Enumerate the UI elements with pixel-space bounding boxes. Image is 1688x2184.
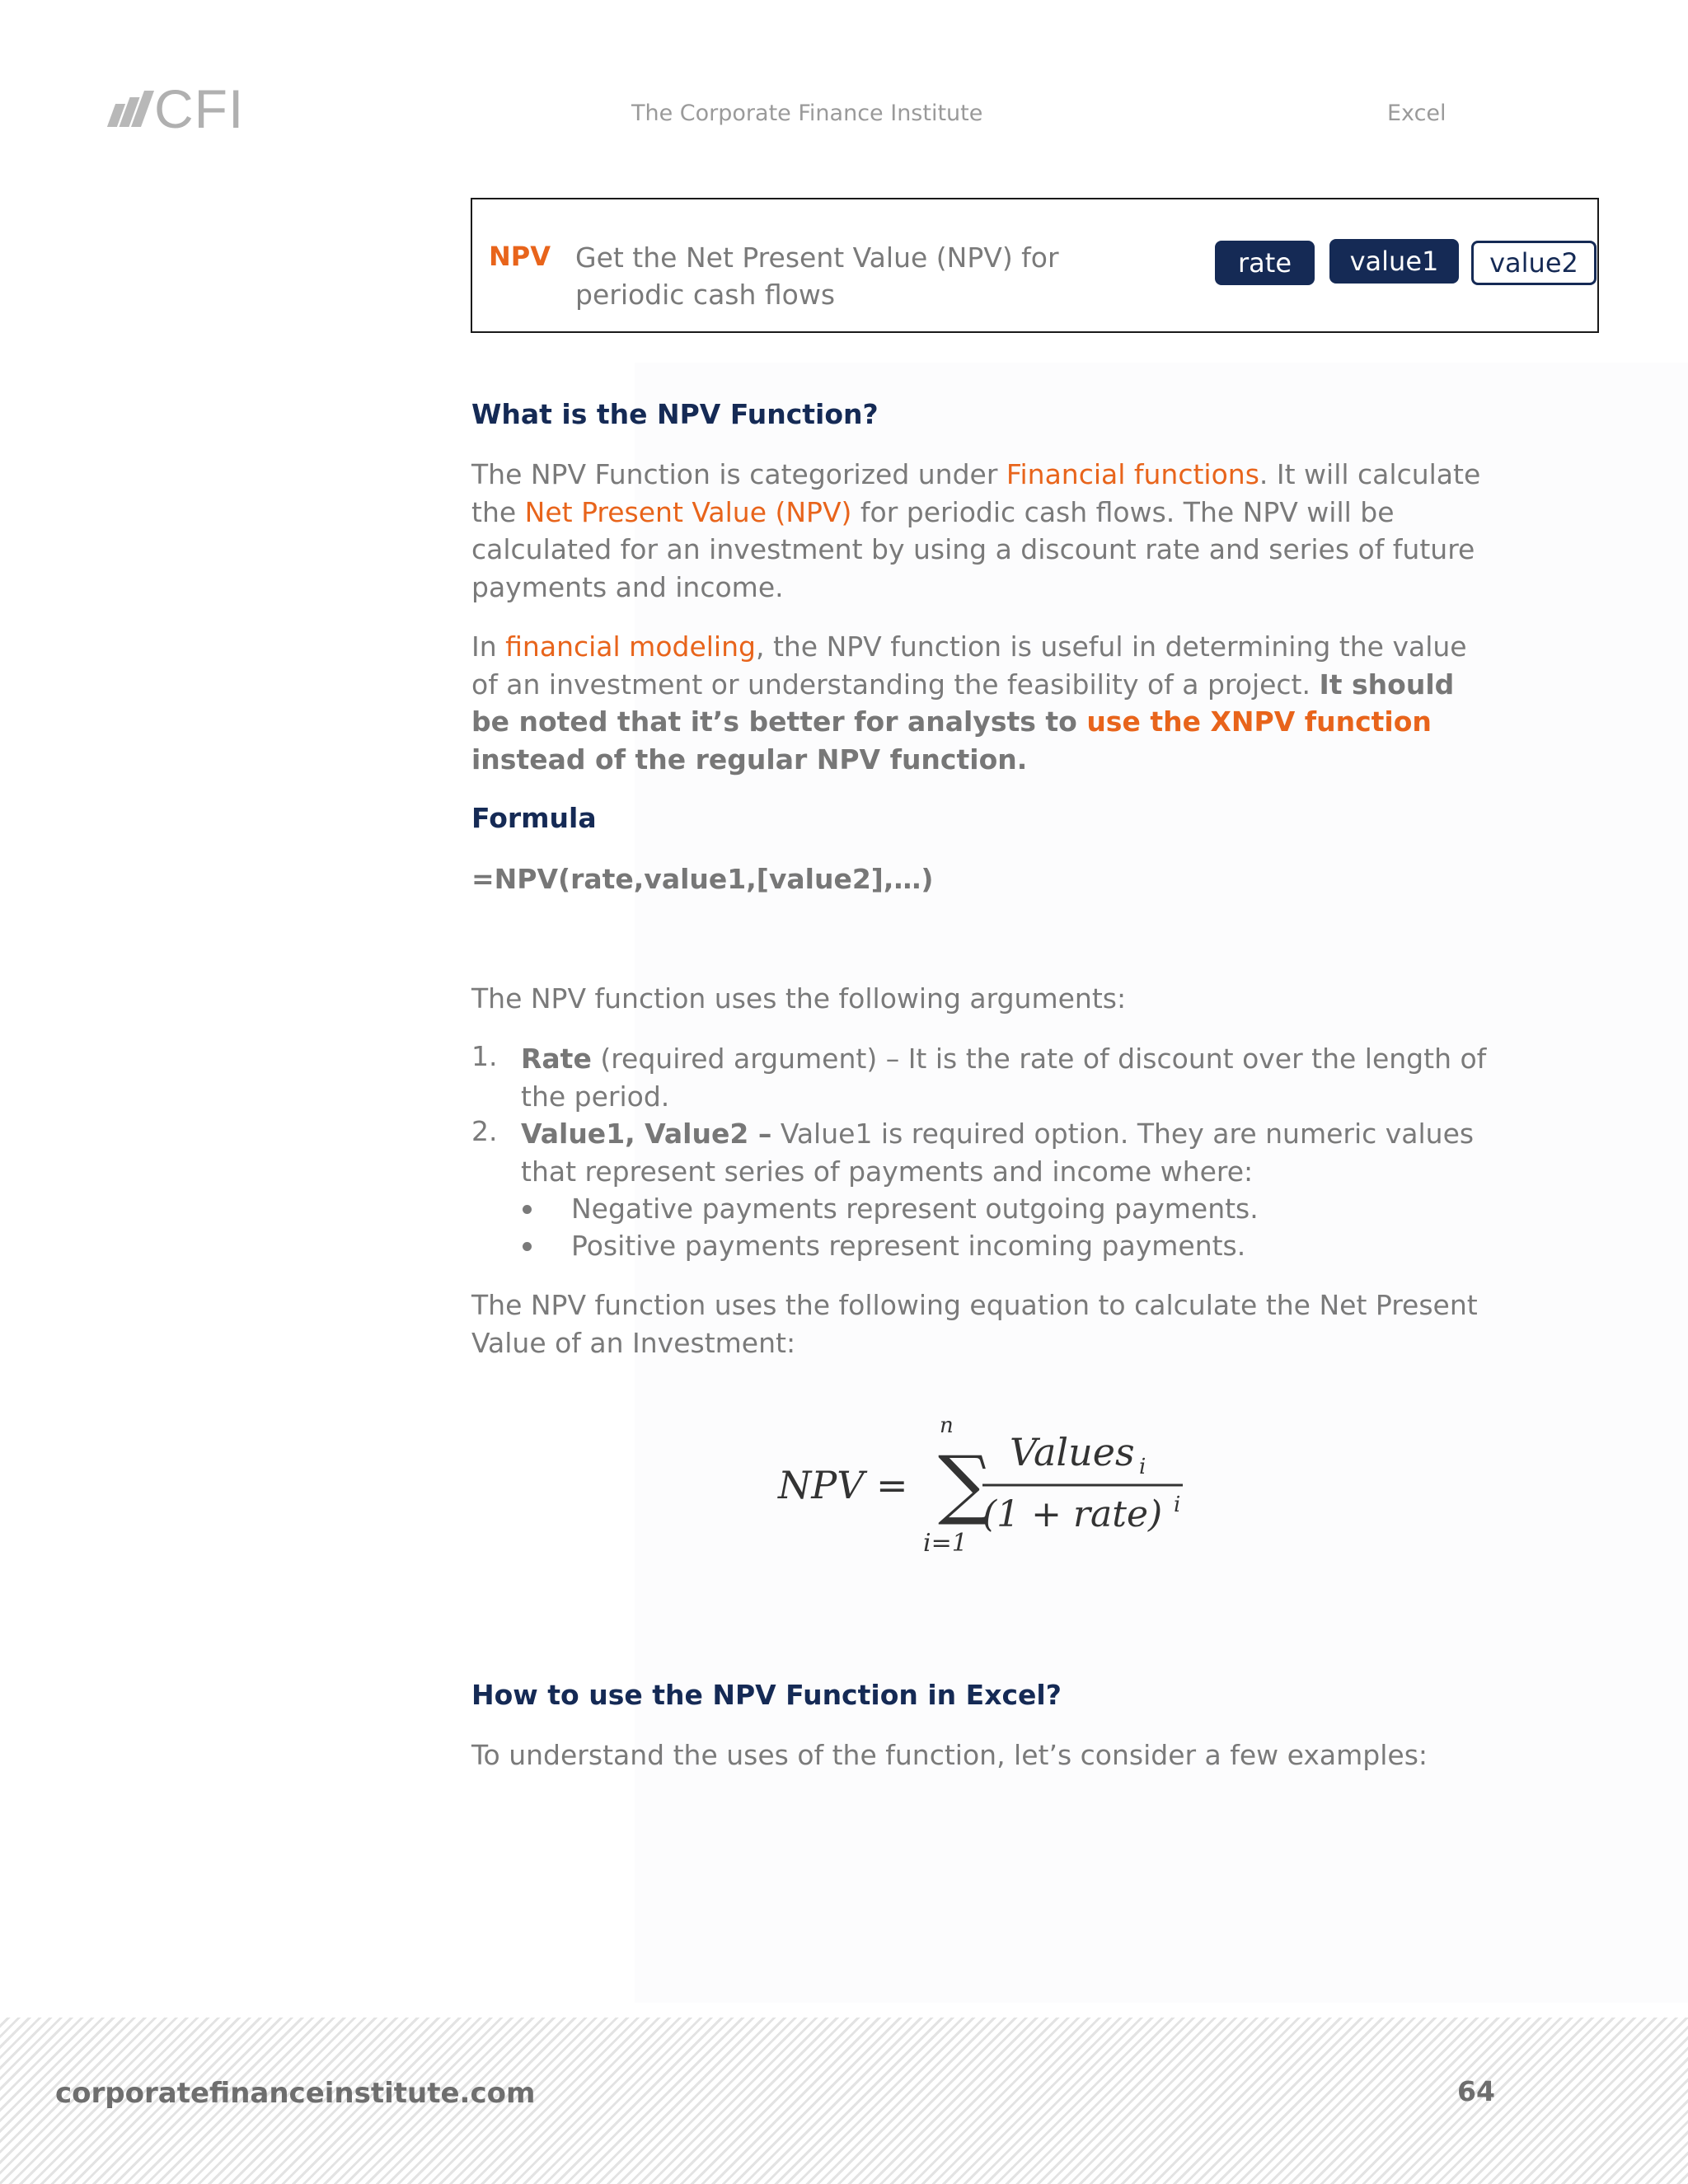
equation-intro: The NPV function uses the following equation to calculate the Net Present Value of an Investment:: [471, 1289, 1478, 1359]
bullet-positive-payments: Positive payments represent incoming payments.: [571, 1230, 1246, 1262]
formula-syntax: =NPV(rate,value1,[value2],…): [471, 863, 934, 895]
arguments-intro: The NPV function uses the following arguments:: [471, 982, 1127, 1015]
sigma-icon: ∑: [938, 1440, 992, 1528]
logo-text: CFI: [154, 78, 245, 139]
footer-url[interactable]: corporatefinanceinstitute.com: [55, 2077, 536, 2110]
arg-pill-rate: rate: [1215, 241, 1315, 285]
examples-intro: To understand the uses of the function, let’s consider a few examples:: [471, 1739, 1428, 1771]
argument-values: Value1, Value2 – Value1 is required option. They are numeric values that represent series of payments and income where:: [521, 1118, 1475, 1188]
argument-rate: Rate (required argument) – It is the rate of discount over the length of the period.: [521, 1043, 1487, 1113]
bullet-icon: [523, 1205, 532, 1214]
bullet-icon: [523, 1242, 532, 1251]
arg-pill-value2: value2: [1471, 241, 1597, 285]
link-financial-functions[interactable]: Financial functions: [1006, 458, 1259, 490]
arg-pill-value1: value1: [1329, 239, 1459, 284]
modeling-paragraph: In financial modeling, the NPV function is useful in determining the value of an investment or understanding the feasibility of a project. It should be noted that it’s better for analysts to use the XNPV function instead of the regular NPV function.: [471, 630, 1467, 776]
list-number: 2.: [471, 1115, 498, 1147]
equation-numerator-sub: i: [1139, 1455, 1146, 1479]
equation-lower: i=1: [923, 1529, 968, 1558]
equation-denominator: (1 + rate): [982, 1493, 1163, 1535]
intro-paragraph: The NPV Function is categorized under Financial functions. It will calculate the Net Present Value (NPV) for periodic cash flows. The NPV will be calculated for an investment by using a discount rate and series of future payments and income.: [471, 458, 1481, 603]
link-financial-modeling[interactable]: financial modeling: [505, 630, 756, 663]
logo-stripes-icon: [111, 91, 148, 127]
page-number: 64: [1457, 2075, 1495, 2107]
cfi-logo: [111, 78, 245, 139]
header-title: The Corporate Finance Institute: [631, 101, 983, 126]
section-heading-formula: Formula: [471, 802, 597, 834]
link-net-present-value[interactable]: Net Present Value (NPV): [524, 495, 852, 528]
npv-equation: [767, 1401, 1212, 1566]
equation-upper: n: [940, 1413, 954, 1438]
header-section: Excel: [1387, 101, 1447, 126]
section-heading-how-to-use: How to use the NPV Function in Excel?: [471, 1679, 1062, 1711]
function-name: NPV: [489, 241, 551, 272]
equation-lhs: NPV =: [778, 1463, 908, 1507]
section-heading-what-is: What is the NPV Function?: [471, 398, 879, 430]
equation-denominator-sup: i: [1174, 1493, 1181, 1517]
bullet-negative-payments: Negative payments represent outgoing payments.: [571, 1193, 1259, 1225]
function-summary-box: [471, 198, 1599, 333]
function-description: Get the Net Present Value (NPV) for periodic cash flows: [575, 241, 1059, 311]
link-xnpv-function[interactable]: use the XNPV function: [1086, 705, 1432, 738]
list-number: 1.: [471, 1040, 498, 1072]
equation-numerator: Values: [1010, 1430, 1135, 1474]
